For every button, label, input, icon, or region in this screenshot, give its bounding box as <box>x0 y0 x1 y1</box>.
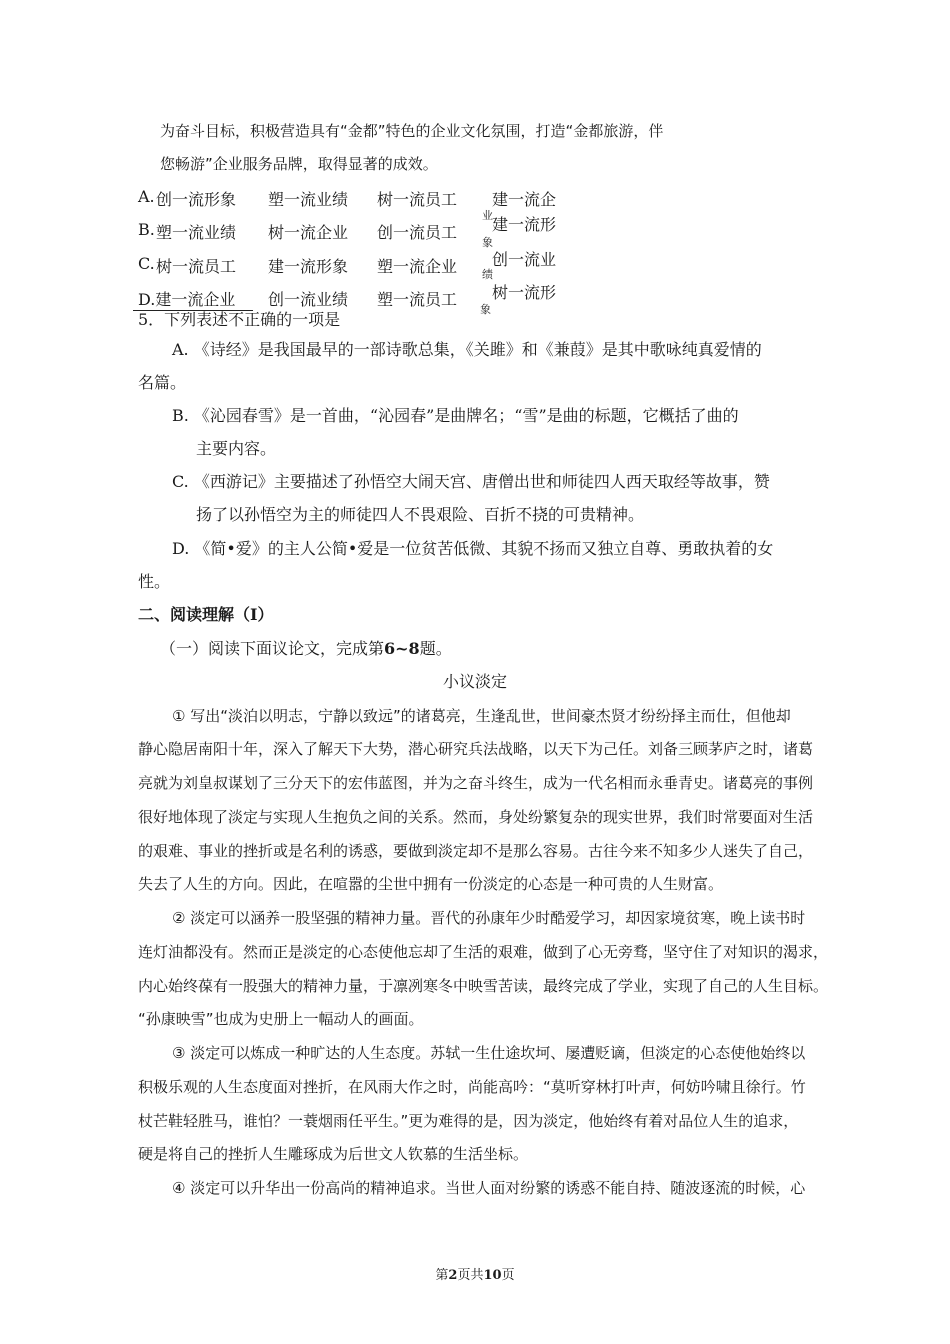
q5-option-a-line1: A. 《诗经》是我国最早的一部诗歌总集，《关雎》和《兼葭》是其中歌咏纯真爱情的 <box>172 340 762 359</box>
option-cell: 塑一流企业 <box>377 257 458 276</box>
essay-title-text: 小议淡定 <box>442 672 507 691</box>
option-cell: 树一流员工 <box>377 190 458 209</box>
footer-prefix: 第 <box>435 1268 449 1283</box>
option-cell: 建一流形 <box>492 215 557 234</box>
option-cell: 创一流业绩 <box>268 290 349 309</box>
footer-suffix: 页 <box>501 1268 515 1283</box>
footer-page-number: 2 <box>448 1268 458 1283</box>
paragraph-line: “孙康映雪”也成为史册上一幅动人的画面。 <box>138 1010 424 1028</box>
paragraph-line: 很好地体现了淡定与实现人生抱负之间的关系。然而，身处纷繁复杂的现实世界，我们时常要面对生活 <box>138 808 814 826</box>
paragraph-line: 硬是将自己的挫折人生雕琢成为后世文人钦慕的生活坐标。 <box>138 1145 529 1163</box>
paragraph-line: ④ 淡定可以升华出一份高尚的精神追求。当世人面对纷繁的诱惑不能自持、随波逐流的时候，心 <box>172 1179 806 1197</box>
wrapped-glyph: 象 <box>480 303 491 316</box>
paragraph-line: ① 写出“淡泊以明志，宁静以致远”的诸葛亮，生逢乱世，世间豪杰贤才纷纷择主而仕，但他却 <box>172 707 791 725</box>
footer-middle: 页共 <box>457 1268 484 1283</box>
option-cell: 创一流形象 <box>156 190 237 209</box>
paragraph-line: 连灯油都没有。然而正是淡定的心态使他忘却了生活的艰难，做到了心无旁骛，坚守住了对知识的渴求， <box>138 943 829 961</box>
option-cell: 塑一流业绩 <box>268 190 349 209</box>
page-footer <box>0 1264 950 1283</box>
q5-option-c-line1: C. 《西游记》主要描述了孙悟空大闹天宫、唐僧出世和师徒四人西天取经等故事，赞 <box>172 472 770 491</box>
paragraph-line: 静心隐居南阳十年，深入了解天下大势，潜心研究兵法战略，以天下为己任。刘备三顾茅庐之时，诸葛 <box>138 740 814 758</box>
subheading-prefix: （一）阅读下面议论文，完成第 <box>160 639 385 658</box>
q5-option-b-line2: 主要内容。 <box>196 439 277 458</box>
wrapped-glyph: 象 <box>482 236 493 249</box>
paragraph-line: 失去了人生的方向。因此，在喧嚣的尘世中拥有一份淡定的心态是一种可贵的人生财富。 <box>138 875 724 893</box>
q5-option-c-line2: 扬了以孙悟空为主的师徒四人不畏艰险、百折不挠的可贵精神。 <box>196 505 645 524</box>
paragraph-line: 杖芒鞋轻胜马，谁怕？一蓑烟雨任平生。”更为难得的是，因为淡定，他始终有着对品位人生的追求， <box>138 1112 799 1130</box>
section-heading: 二、阅读理解（I） <box>138 605 274 624</box>
option-label: C. <box>138 254 155 273</box>
footer-total-pages: 10 <box>483 1268 502 1283</box>
option-cell: 建一流企业 <box>155 290 236 309</box>
option-label: B. <box>138 220 155 239</box>
wrapped-glyph: 业 <box>482 209 493 222</box>
option-label: D. <box>138 290 156 309</box>
paragraph-line: 内心始终葆有一股强大的精神力量，于凛冽寒冬中映雪苦读，最终完成了学业，实现了自己的人生目标。 <box>138 977 829 995</box>
q5-option-a-line2: 名篇。 <box>138 373 187 392</box>
option-label: A. <box>138 187 155 206</box>
paragraph-line: 积极乐观的人生态度面对挫折，在风雨大作之时，尚能高吟：“莫听穿林打叶声，何妨吟啸且徐行。竹 <box>138 1078 806 1096</box>
paragraph-line: ③ 淡定可以炼成一种旷达的人生态度。苏轼一生仕途坎坷、屡遭贬谪，但淡定的心态使他始终以 <box>172 1044 806 1062</box>
paragraph-line: 亮就为刘皇叔谋划了三分天下的宏伟蓝图，并为之奋斗终生，成为一代名相而永垂青史。诸葛亮的事例 <box>138 774 814 792</box>
paragraph-line: 的艰难、事业的挫折或是名利的诱惑，要做到淡定却不是那么容易。古往今来不知多少人迷失了自己， <box>138 842 814 860</box>
option-cell: 创一流业 <box>492 250 557 269</box>
subheading-range: 6~8 <box>384 639 420 658</box>
q5-stem: 5．下列表述不正确的一项是 <box>138 310 341 329</box>
option-cell: 树一流企业 <box>268 223 349 242</box>
intro-line-2: 您畅游”企业服务品牌，取得显著的成效。 <box>160 155 438 173</box>
intro-line-1: 为奋斗目标，积极营造具有“金都”特色的企业文化氛围，打造“金都旅游，伴 <box>160 122 664 140</box>
paragraph-line: ② 淡定可以涵养一股坚强的精神力量。晋代的孙康年少时酷爱学习，却因家境贫寒，晚上读书时 <box>172 909 806 927</box>
q5-option-d-line2: 性。 <box>138 572 171 591</box>
clipped-glyph-box <box>480 298 492 316</box>
option-cell: 建一流企 <box>492 190 557 209</box>
option-cell: 塑一流员工 <box>377 290 458 309</box>
wrapped-glyph: 绩 <box>482 268 493 281</box>
option-cell: 树一流形 <box>492 283 557 302</box>
section-subheading <box>160 636 452 659</box>
q5-option-b-line1: B. 《沁园春雪》是一首曲，“沁园春”是曲牌名；“雪”是曲的标题，它概括了曲的 <box>172 406 739 425</box>
subheading-suffix: 题。 <box>419 639 452 658</box>
option-cell: 建一流形象 <box>268 257 349 276</box>
option-cell: 塑一流业绩 <box>156 223 237 242</box>
option-cell: 树一流员工 <box>156 257 237 276</box>
option-cell: 创一流员工 <box>377 223 458 242</box>
essay-title <box>0 669 950 692</box>
q5-option-d-line1: D. 《简•爱》的主人公简•爱是一位贫苦低微、其貌不扬而又独立自尊、勇敢执着的女 <box>172 539 774 558</box>
